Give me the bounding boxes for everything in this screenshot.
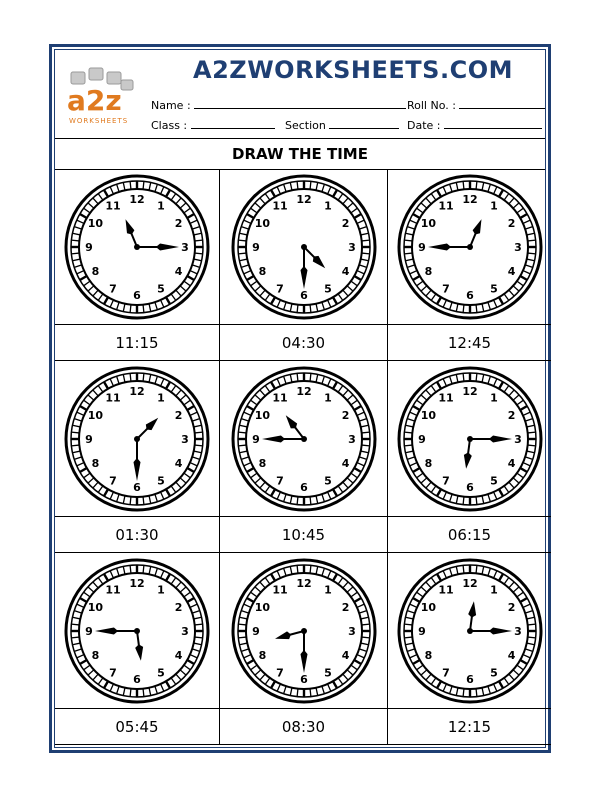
clock-number: 9 [85,433,93,446]
clock-center [301,628,307,634]
clock-tick [238,624,246,625]
clock-number: 11 [271,391,288,405]
clock-number: 10 [87,601,104,614]
a2z-logo [63,66,141,128]
clock-number: 8 [91,649,100,662]
clock-number: 6 [465,673,474,686]
clock-cell [388,361,551,553]
clock-number: 1 [489,583,498,597]
clock-number: 11 [105,583,121,597]
clock-number: 9 [417,241,426,254]
clock-area [220,361,387,517]
clock-number: 1 [323,391,332,405]
clock-tick [361,624,369,625]
site-title: A2ZWORKSHEETS.COM [193,56,513,84]
clock-area [220,553,387,709]
class-field [151,118,275,132]
clock-face[interactable] [231,174,377,320]
header [55,50,545,138]
clock-number: 5 [157,666,165,680]
clock-tick [361,432,369,433]
clock-tick [195,445,203,446]
clock-number: 1 [323,583,332,597]
clock-number: 9 [417,625,426,638]
section-blank[interactable] [329,118,399,129]
clock-center [467,244,473,250]
clock-number: 3 [347,433,356,446]
clock-tick [404,624,412,625]
clock-area [388,553,551,709]
clock-tick [143,181,144,189]
clock-tick [297,305,298,313]
clock-tick [463,565,464,573]
clock-number: 12 [295,193,312,206]
clock-face[interactable] [397,558,543,704]
clock-tick [310,689,311,697]
clock-tick [130,565,131,573]
clock-area [55,361,219,517]
logo-subtext: WORKSHEETS [69,117,129,125]
clock-tick [71,445,79,446]
clock-number: 12 [461,577,478,590]
time-label: 12:45 [388,324,551,360]
clock-tick [71,240,79,241]
clock-tick [361,637,369,638]
clock-tick [463,305,464,313]
clock-face[interactable] [64,174,210,320]
clock-number: 9 [251,241,260,254]
clock-tick [361,445,369,446]
clock-number: 7 [441,666,450,680]
clock-area [388,169,551,325]
clock-grid [55,169,545,747]
name-label: Name : [151,99,191,112]
clock-number: 9 [417,433,426,446]
clock-number: 12 [129,385,145,398]
clock-center [467,628,473,634]
clock-tick [310,497,311,505]
clock-number: 5 [323,666,332,680]
clock-number: 2 [341,601,349,614]
worksheet-inner [54,49,546,748]
clock-number: 8 [91,265,100,278]
clock-number: 12 [295,385,312,398]
clock-tick [130,181,131,189]
clock-number: 11 [437,583,454,597]
clock-number: 8 [424,265,432,278]
section-label: Section [285,119,326,132]
clock-tick [195,240,203,241]
time-label: 01:30 [55,516,219,552]
clock-tick [527,624,535,625]
clock-tick [463,373,464,381]
clock-number: 7 [109,474,117,488]
clock-tick [297,373,298,381]
clock-tick [361,240,369,241]
clock-tick [463,497,464,505]
clock-number: 7 [109,282,117,296]
clock-tick [238,253,246,254]
clock-tick [310,305,311,313]
clock-tick [297,689,298,697]
clock-face[interactable] [64,558,210,704]
clock-center [134,628,140,634]
clock-number: 8 [424,457,432,470]
name-blank[interactable] [194,98,406,109]
clock-center [134,436,140,442]
clock-number: 3 [513,241,522,254]
clock-tick [71,253,79,254]
clock-number: 8 [258,265,266,278]
clock-number: 6 [299,673,308,686]
clock-area [220,169,387,325]
clock-number: 12 [129,193,145,206]
clock-number: 10 [420,601,436,614]
clock-cell [55,169,220,361]
clock-number: 3 [347,625,356,638]
clock-area [55,553,219,709]
clock-number: 5 [489,282,498,296]
clock-number: 5 [323,474,332,488]
clock-tick [310,373,311,381]
clock-tick [476,181,477,189]
clock-cell [220,361,388,553]
clock-tick [527,637,535,638]
clock-number: 3 [347,241,356,254]
clock-tick [527,253,535,254]
clock-tick [143,689,144,697]
clock-number: 4 [341,457,349,470]
clock-number: 3 [181,241,189,254]
clock-tick [71,624,79,625]
clock-tick [71,432,79,433]
clock-tick [195,624,203,625]
time-label: 05:45 [55,708,219,744]
clock-tick [238,432,246,433]
clock-cell [388,169,551,361]
time-label: 12:15 [388,708,551,744]
clock-number: 4 [341,265,349,278]
clock-tick [143,565,144,573]
clock-number: 9 [85,625,93,638]
clock-tick [71,637,79,638]
clock-tick [404,637,412,638]
name-field [151,98,406,112]
section-field [285,118,399,132]
clock-tick [361,253,369,254]
clock-number: 8 [424,649,432,662]
roll-blank[interactable] [459,98,545,109]
clock-tick [310,181,311,189]
clock-number: 5 [323,282,332,296]
clock-tick [476,497,477,505]
clock-number: 4 [174,265,183,278]
time-label: 06:15 [388,516,551,552]
clock-tick [130,373,131,381]
clock-number: 3 [181,433,189,446]
clock-tick [143,305,144,313]
clock-center [301,436,307,442]
clock-number: 6 [133,673,141,686]
clock-number: 5 [489,474,498,488]
clock-tick [476,689,477,697]
clock-face[interactable] [231,366,377,512]
clock-tick [143,373,144,381]
clock-number: 6 [133,481,141,494]
clock-number: 7 [275,282,284,296]
clock-number: 8 [258,457,266,470]
clock-tick [463,181,464,189]
clock-number: 6 [465,289,474,302]
clock-number: 8 [91,457,100,470]
clock-number: 12 [129,577,145,590]
worksheet-title: DRAW THE TIME [55,138,545,170]
clock-tick [238,445,246,446]
worksheet-frame [49,44,551,753]
class-blank[interactable] [191,118,275,129]
clock-number: 9 [251,433,260,446]
clock-number: 12 [461,385,478,398]
clock-number: 11 [437,199,454,213]
clock-cell [220,169,388,361]
clock-cell [55,553,220,745]
clock-number: 6 [465,481,474,494]
clock-tick [476,373,477,381]
clock-number: 9 [85,241,93,254]
clock-tick [297,181,298,189]
clock-center [301,244,307,250]
date-field [407,118,542,132]
time-label: 04:30 [220,324,387,360]
clock-number: 11 [105,391,121,405]
clock-number: 4 [507,649,515,662]
clock-number: 10 [254,409,270,422]
clock-number: 6 [299,481,308,494]
clock-tick [195,637,203,638]
clock-number: 2 [174,217,183,230]
clock-number: 6 [133,289,141,302]
clock-number: 10 [254,601,270,614]
clock-number: 4 [341,649,349,662]
clock-tick [527,432,535,433]
clock-number: 4 [174,649,183,662]
clock-tick [130,689,131,697]
clock-number: 2 [174,601,183,614]
clock-number: 12 [295,577,312,590]
clock-area [388,361,551,517]
clock-tick [130,305,131,313]
clock-tick [195,253,203,254]
date-label: Date : [407,119,441,132]
clock-number: 1 [489,391,498,405]
clock-number: 6 [299,289,308,302]
clock-tick [195,432,203,433]
clock-number: 5 [489,666,498,680]
clock-number: 3 [181,625,189,638]
logo-text: a2z [67,84,122,117]
clock-tick [130,497,131,505]
clock-number: 5 [157,474,165,488]
clock-number: 10 [87,409,104,422]
date-blank[interactable] [444,118,542,129]
clock-tick [143,497,144,505]
clock-face[interactable] [64,366,210,512]
clock-face[interactable] [397,366,543,512]
clock-number: 1 [157,391,165,405]
clock-number: 1 [489,199,498,213]
time-label: 11:15 [55,324,219,360]
clock-number: 12 [461,193,478,206]
clock-number: 5 [157,282,165,296]
clock-number: 7 [275,474,284,488]
clock-center [467,436,473,442]
time-label: 10:45 [220,516,387,552]
clock-number: 2 [507,601,515,614]
clock-number: 7 [109,666,117,680]
clock-face[interactable] [231,558,377,704]
clock-number: 2 [174,409,183,422]
clock-face[interactable] [397,174,543,320]
clock-tick [476,305,477,313]
clock-number: 3 [513,625,522,638]
clock-number: 2 [341,217,349,230]
clock-tick [527,240,535,241]
clock-number: 8 [258,649,266,662]
class-label: Class : [151,119,188,132]
clock-number: 2 [341,409,349,422]
clock-number: 9 [251,625,260,638]
clock-number: 10 [87,217,104,230]
time-label: 08:30 [220,708,387,744]
clock-number: 2 [507,217,515,230]
clock-tick [238,637,246,638]
clock-number: 10 [420,409,436,422]
clock-number: 7 [441,282,450,296]
clock-tick [404,432,412,433]
clock-number: 11 [271,583,288,597]
clock-center [134,244,140,250]
clock-tick [238,240,246,241]
clock-number: 4 [507,457,515,470]
clock-tick [404,253,412,254]
clock-number: 7 [275,666,284,680]
roll-label: Roll No. : [407,99,456,112]
clock-number: 10 [254,217,270,230]
clock-tick [404,240,412,241]
clock-number: 2 [507,409,515,422]
clock-number: 11 [105,199,121,213]
clock-number: 7 [441,474,450,488]
clock-tick [297,497,298,505]
clock-number: 11 [437,391,454,405]
clock-number: 11 [271,199,288,213]
clock-number: 1 [323,199,332,213]
clock-tick [476,565,477,573]
clock-tick [404,445,412,446]
clock-cell [388,553,551,745]
clock-number: 4 [174,457,183,470]
clock-tick [527,445,535,446]
clock-tick [310,565,311,573]
clock-number: 3 [513,433,522,446]
clock-tick [463,689,464,697]
clock-area [55,169,219,325]
clock-number: 1 [157,199,165,213]
clock-number: 10 [420,217,436,230]
clock-tick [297,565,298,573]
clock-cell [55,361,220,553]
clock-cell [220,553,388,745]
clock-number: 1 [157,583,165,597]
roll-field [407,98,545,112]
clock-number: 4 [507,265,515,278]
